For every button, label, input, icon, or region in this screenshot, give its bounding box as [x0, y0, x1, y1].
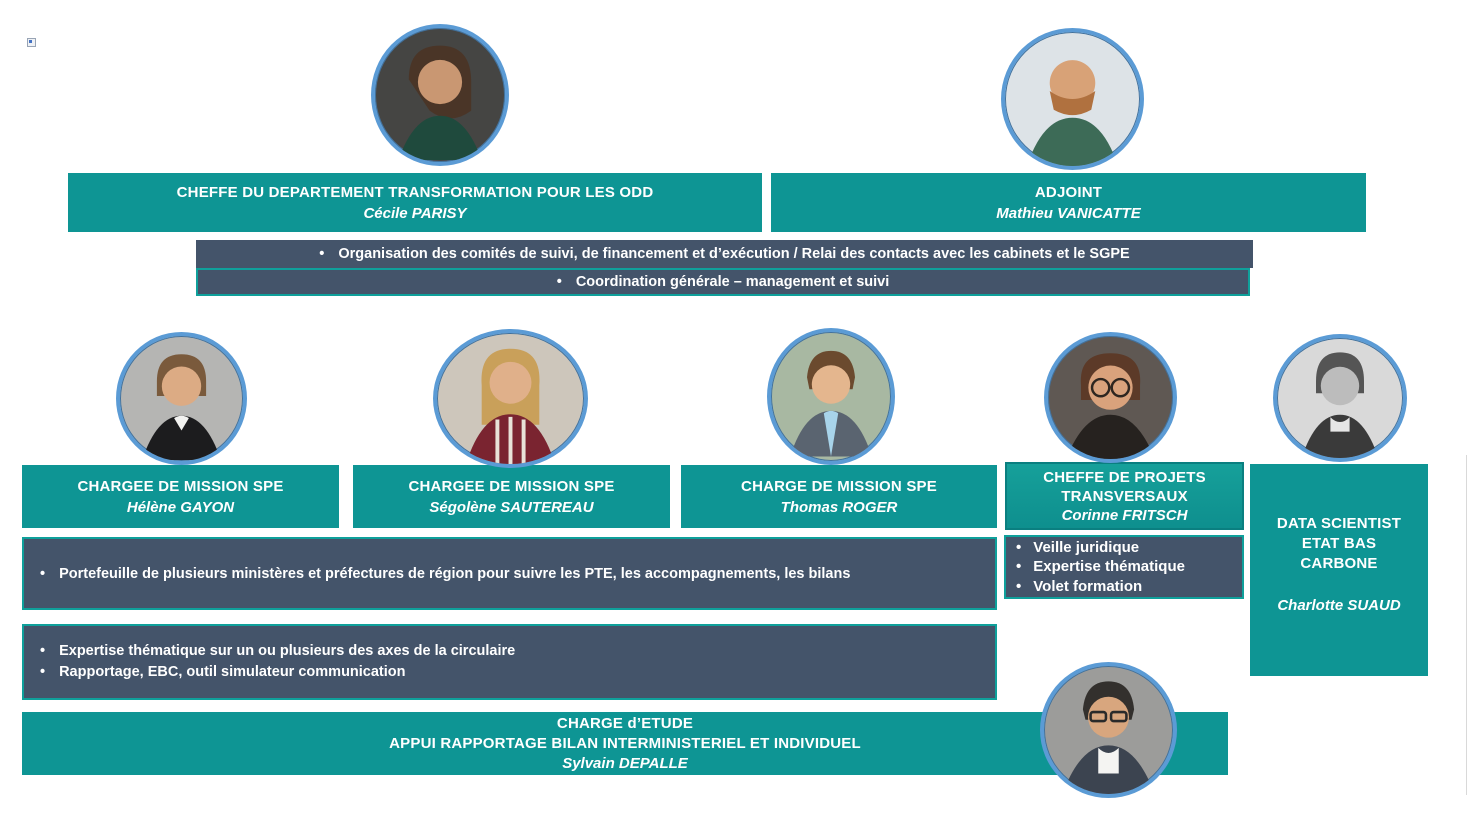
photo-thomas-roger: [767, 328, 895, 465]
member-title: DATA SCIENTIST ETAT BAS CARBONE: [1276, 515, 1402, 572]
member-box-segolene-sautereau: [353, 465, 670, 528]
charge-etude-title-1: CHARGE d’ETUDE: [556, 714, 694, 732]
photo-cecile-parisy: [371, 24, 509, 166]
photo-corinne-fritsch: [1044, 332, 1177, 463]
bullet-dot: •: [319, 246, 325, 262]
bullet-line: [1006, 538, 1242, 558]
deputy-name: Mathieu VANICATTE: [996, 204, 1141, 222]
member-name: Thomas ROGER: [780, 498, 898, 516]
member-title: CHARGEE DE MISSION SPE: [408, 477, 615, 495]
member-title: CHARGE DE MISSION SPE: [741, 477, 937, 495]
deputy-title-box: [771, 173, 1366, 232]
person-silhouette-icon: [375, 28, 505, 162]
member-name: Corinne FRITSCH: [1061, 506, 1188, 524]
bullet-dot: •: [1016, 577, 1022, 595]
responsibility-bar-2: [196, 268, 1250, 296]
chief-name: Cécile PARISY: [363, 204, 467, 222]
person-silhouette-icon: [437, 333, 584, 464]
responsibility-text-1: Organisation des comités de suivi, de financement et d’exécution / Relai des contacts avec les cabinets et le SGPE: [338, 246, 1130, 262]
person-silhouette-icon: [120, 336, 243, 461]
member-title: CHARGEE DE MISSION SPE: [77, 477, 284, 495]
spe-expertise-item-2: Rapportage, EBC, outil simulateur communication: [59, 664, 406, 680]
member-name: Charlotte SUAUD: [1277, 597, 1401, 614]
person-silhouette-icon: [1277, 338, 1403, 458]
bullet-line: [24, 566, 995, 582]
slide-edge-divider: [1466, 455, 1467, 795]
person-silhouette-icon: [1005, 32, 1140, 166]
image-placeholder-icon: [27, 38, 36, 47]
spe-portfolio-text: Portefeuille de plusieurs ministères et préfectures de région pour suivre les PTE, les accompagnements, les bilans: [59, 565, 851, 582]
photo-mathieu-vanicatte: [1001, 28, 1144, 170]
bullet-line: [24, 662, 995, 683]
member-box-corinne-fritsch: [1005, 462, 1244, 530]
transversal-missions-box: [1004, 535, 1244, 599]
bullet-dot: •: [556, 274, 562, 290]
person-silhouette-icon: [771, 332, 891, 461]
person-silhouette-icon: [1044, 666, 1173, 794]
member-box-charlotte-suaud: [1250, 464, 1428, 676]
spe-expertise-box: [22, 624, 997, 700]
responsibility-text-2: Coordination générale – management et suivi: [575, 274, 890, 290]
bullet-line: [24, 641, 995, 662]
bullet-dot: •: [40, 643, 46, 659]
chief-title: CHEFFE DU DEPARTEMENT TRANSFORMATION POUR LES ODD: [176, 183, 654, 201]
charge-etude-name: Sylvain DEPALLE: [562, 754, 688, 772]
bullet-line: [1006, 557, 1242, 577]
bullet-line: [1006, 577, 1242, 597]
spe-portfolio-box: [22, 537, 997, 610]
bullet-dot: •: [1016, 538, 1022, 556]
photo-charlotte-suaud: [1273, 334, 1407, 462]
bullet-dot: •: [1016, 558, 1022, 576]
member-name: Ségolène SAUTEREAU: [429, 498, 594, 516]
member-title: CHEFFE DE PROJETS TRANSVERSAUX: [1043, 468, 1206, 505]
deputy-title: ADJOINT: [1034, 183, 1103, 201]
spe-expertise-item-1: Expertise thématique sur un ou plusieurs des axes de la circulaire: [59, 643, 516, 659]
person-silhouette-icon: [1048, 336, 1173, 459]
photo-helene-gayon: [116, 332, 247, 465]
member-name: Hélène GAYON: [126, 498, 235, 516]
bullet-line: [198, 274, 1248, 290]
transversal-item-3: Volet formation: [1033, 577, 1143, 595]
photo-segolene-sautereau: [433, 329, 588, 468]
photo-sylvain-depalle: [1040, 662, 1177, 798]
chief-title-box: [68, 173, 762, 232]
bullet-dot: •: [40, 565, 46, 582]
bullet-line: [196, 246, 1253, 262]
member-box-thomas-roger: [681, 465, 997, 528]
responsibility-bar-1: [196, 240, 1253, 268]
bullet-dot: •: [40, 664, 46, 680]
member-box-helene-gayon: [22, 465, 339, 528]
transversal-item-2: Expertise thématique: [1033, 558, 1185, 576]
transversal-item-1: Veille juridique: [1033, 538, 1140, 556]
charge-etude-title-2: APPUI RAPPORTAGE BILAN INTERMINISTERIEL ET INDIVIDUEL: [389, 734, 861, 752]
